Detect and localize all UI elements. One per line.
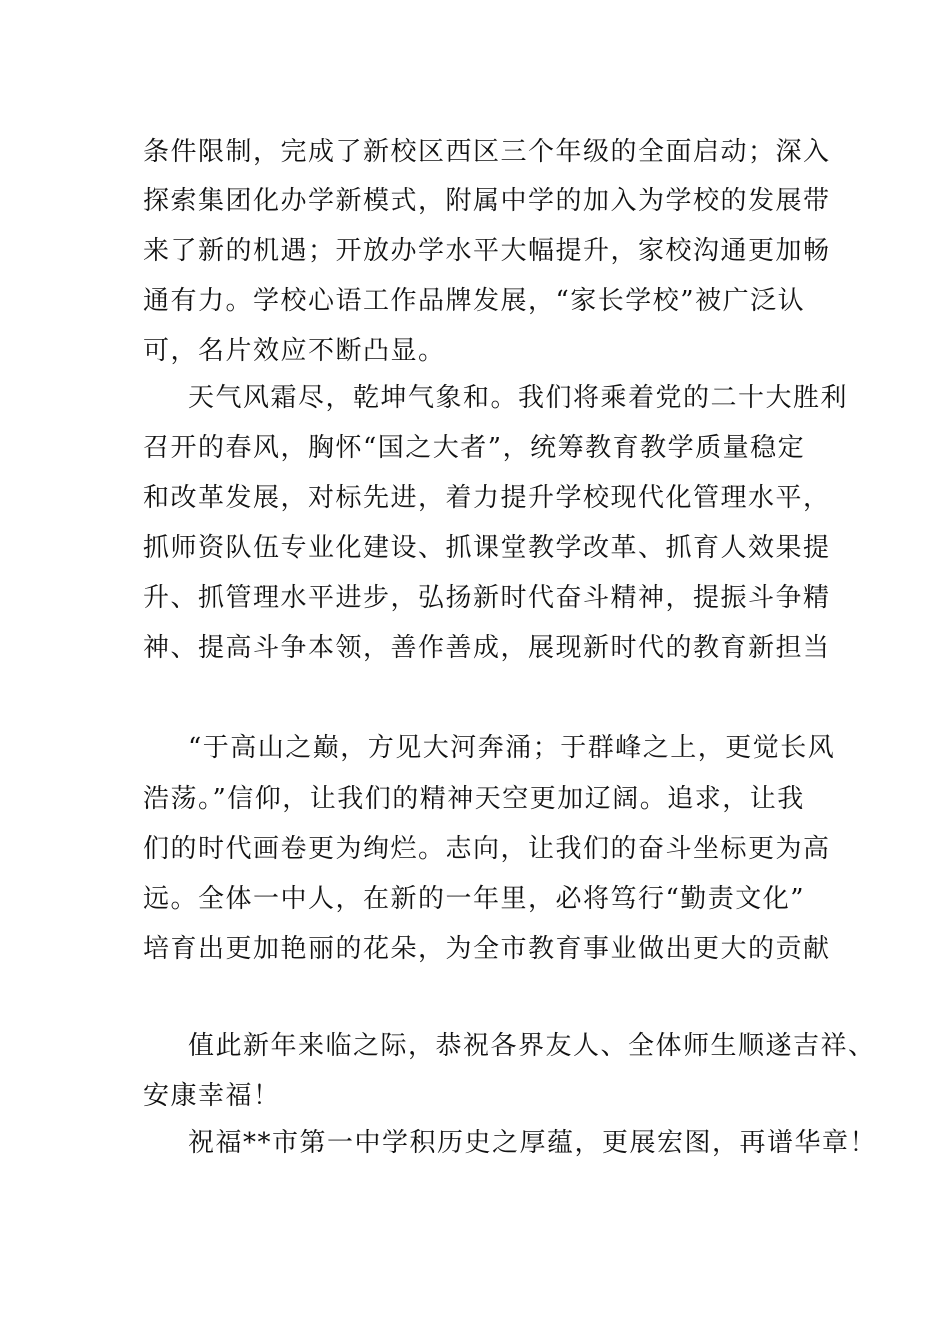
text-line: “于高山之巅，方见大河奔涌；于群峰之上，更觉长风: [188, 733, 836, 763]
text-line: 值此新年来临之际，恭祝各界友人、全体师生顺遂吉祥、: [188, 1031, 876, 1061]
text-line: 和改革发展，对标先进，着力提升学校现代化管理水平，: [143, 483, 831, 513]
text-line: 召开的春风，胸怀“国之大者”，统筹教育教学质量稳定: [143, 433, 806, 463]
text-line: 条件限制，完成了新校区西区三个年级的全面启动；深入: [143, 137, 831, 167]
text-line: 远。全体一中人，在新的一年里，必将笃行“勤责文化”: [143, 884, 806, 914]
text-line: 通有力。学校心语工作品牌发展，“家长学校”被广泛认: [143, 286, 806, 316]
text-line: 来了新的机遇；开放办学水平大幅提升，家校沟通更加畅: [143, 236, 831, 266]
text-line: 浩荡。”信仰，让我们的精神天空更加辽阔。追求，让我: [143, 784, 805, 814]
text-line: 探索集团化办学新模式，附属中学的加入为学校的发展带: [143, 186, 831, 216]
text-line: 神、提高斗争本领，善作善成，展现新时代的教育新担当: [143, 633, 831, 663]
text-line: 抓师资队伍专业化建设、抓课堂教学改革、抓育人效果提: [143, 533, 831, 563]
text-line: 培育出更加艳丽的花朵，为全市教育事业做出更大的贡献: [143, 934, 831, 964]
text-line: 祝福**市第一中学积历史之厚蕴，更展宏图，再谱华章！: [188, 1128, 878, 1158]
text-line: 升、抓管理水平进步，弘扬新时代奋斗精神，提振斗争精: [143, 583, 831, 613]
text-line: 安康幸福！: [143, 1081, 281, 1111]
text-line: 可，名片效应不断凸显。: [143, 336, 446, 366]
text-line: 天气风霜尽，乾坤气象和。我们将乘着党的二十大胜利: [188, 383, 849, 413]
text-line: 们的时代画卷更为绚烂。志向，让我们的奋斗坐标更为高: [143, 834, 831, 864]
